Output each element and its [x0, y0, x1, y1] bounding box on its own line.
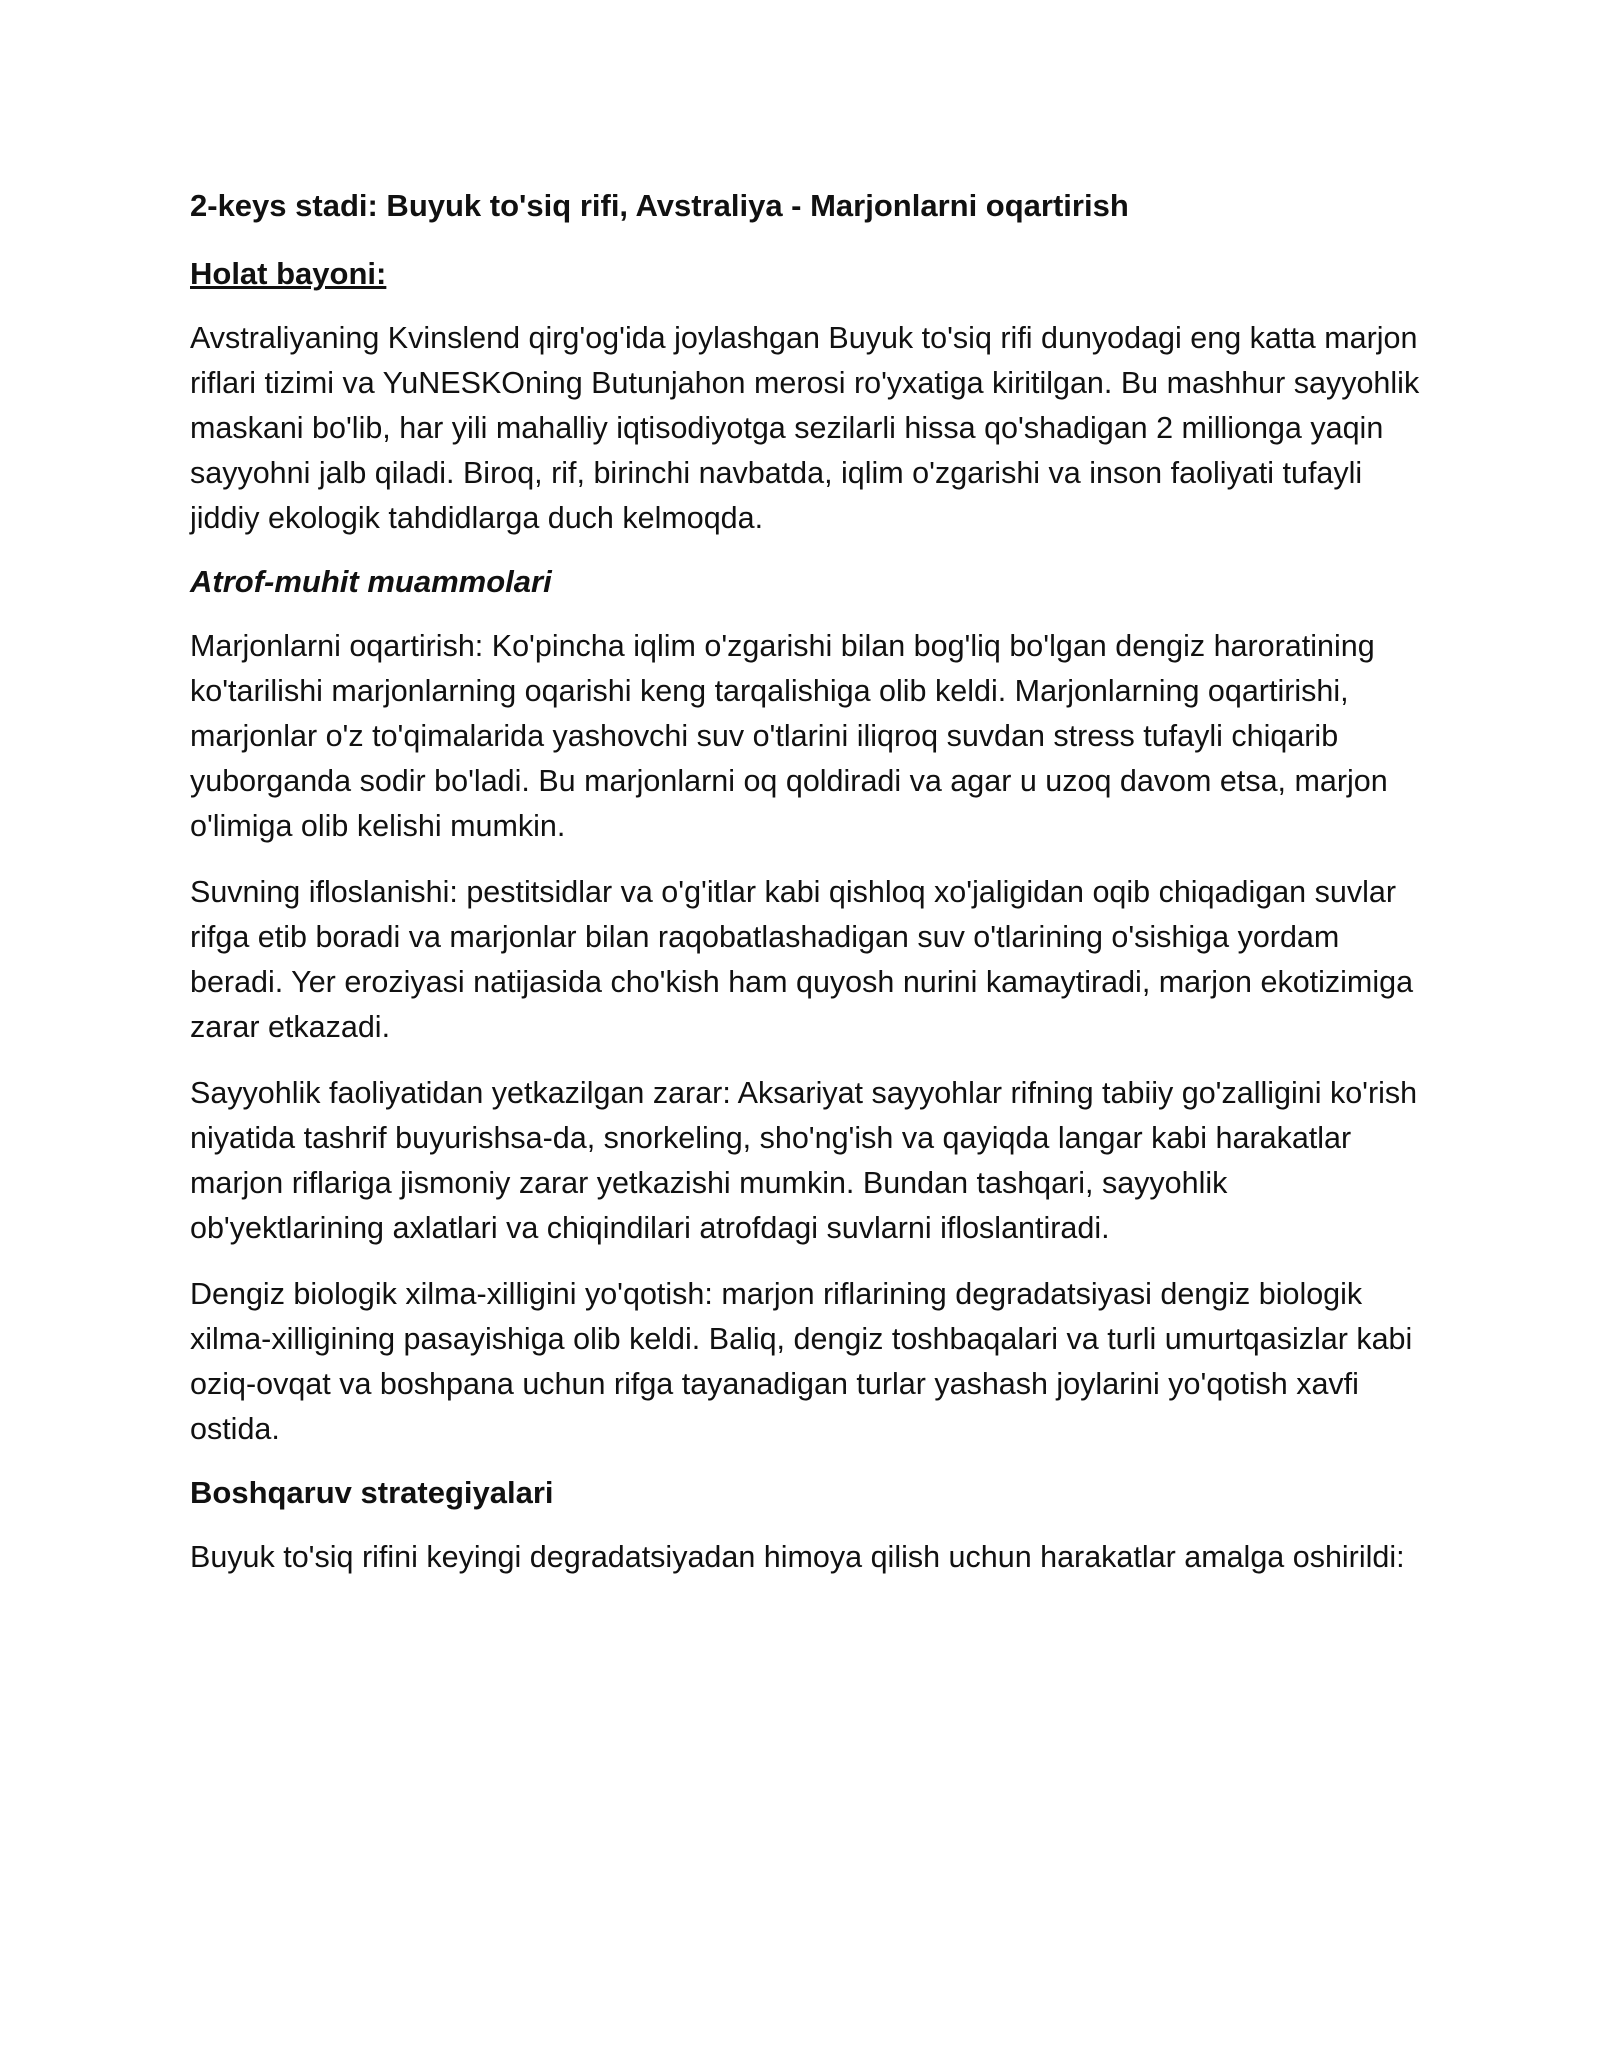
section-heading-environmental-issues: Atrof-muhit muammolari	[190, 564, 552, 599]
section-heading-case-description: Holat bayoni:	[190, 256, 387, 291]
case-description-paragraph: Avstraliyaning Kvinslend qirg'og'ida joylashgan Buyuk to'siq rifi dunyodagi eng katta marjon riflari tizimi va YuNESKOning Butunjahon merosi ro'yxatiga kiritilgan. Bu mashhur sayyohlik maskani bo'lib, har yili mahalliy iqtisodiyotga sezilarli hissa qo'shadigan 2 millionga yaqin sayyohni jalb qiladi. Biroq, rif, birinchi navbatda, iqlim o'zgarishi va inson faoliyati tufayli jiddiy ekologik tahdidlarga duch kelmoqda.	[190, 321, 1420, 535]
issue-paragraph-biodiversity-loss: Dengiz biologik xilma-xilligini yo'qotish: marjon riflarining degradatsiyasi dengiz biologik xilma-xilligining pasayishiga olib keldi. Baliq, dengiz toshbaqalari va turli umurtqasizlar kabi oziq-ovqat va boshpana uchun rifga tayanadigan turlar yashash joylarini yo'qotish xavfi ostida.	[190, 1277, 1413, 1446]
document-title: 2-keys stadi: Buyuk to'siq rifi, Avstraliya - Marjonlarni oqartirish	[190, 188, 1129, 223]
section-heading-management-strategies: Boshqaruv strategiyalari	[190, 1475, 554, 1510]
issue-paragraph-coral-bleaching: Marjonlarni oqartirish: Ko'pincha iqlim o'zgarishi bilan bog'liq bo'lgan dengiz haroratining ko'tarilishi marjonlarning oqarishi keng tarqalishiga olib keldi. Marjonlarning oqartirishi, marjonlar o'z to'qimalarida yashovchi suv o'tlarini iliqroq suvdan stress tufayli chiqarib yuborganda sodir bo'ladi. Bu marjonlarni oq qoldiradi va agar u uzoq davom etsa, marjon o'limiga olib kelishi mumkin.	[190, 629, 1388, 843]
document-page	[190, 186, 1420, 1601]
issue-paragraph-tourism-damage: Sayyohlik faoliyatidan yetkazilgan zarar: Aksariyat sayyohlar rifning tabiiy go'zalligini ko'rish niyatida tashrif buyurishsa-da, snorkeling, sho'ng'ish va qayiqda langar kabi harakatlar marjon riflariga jismoniy zarar yetkazishi mumkin. Bundan tashqari, sayyohlik ob'yektlarining axlatlari va chiqindilari atrofdagi suvlarni ifloslantiradi.	[190, 1076, 1418, 1245]
issue-paragraph-water-pollution: Suvning ifloslanishi: pestitsidlar va o'g'itlar kabi qishloq xo'jaligidan oqib chiqadigan suvlar rifga etib boradi va marjonlar bilan raqobatlashadigan suv o'tlarining o'sishiga yordam beradi. Yer eroziyasi natijasida cho'kish ham quyosh nurini kamaytiradi, marjon ekotizimiga zarar etkazadi.	[190, 875, 1414, 1044]
management-strategies-paragraph: Buyuk to'siq rifini keyingi degradatsiyadan himoya qilish uchun harakatlar amalga oshirildi:	[190, 1540, 1405, 1574]
